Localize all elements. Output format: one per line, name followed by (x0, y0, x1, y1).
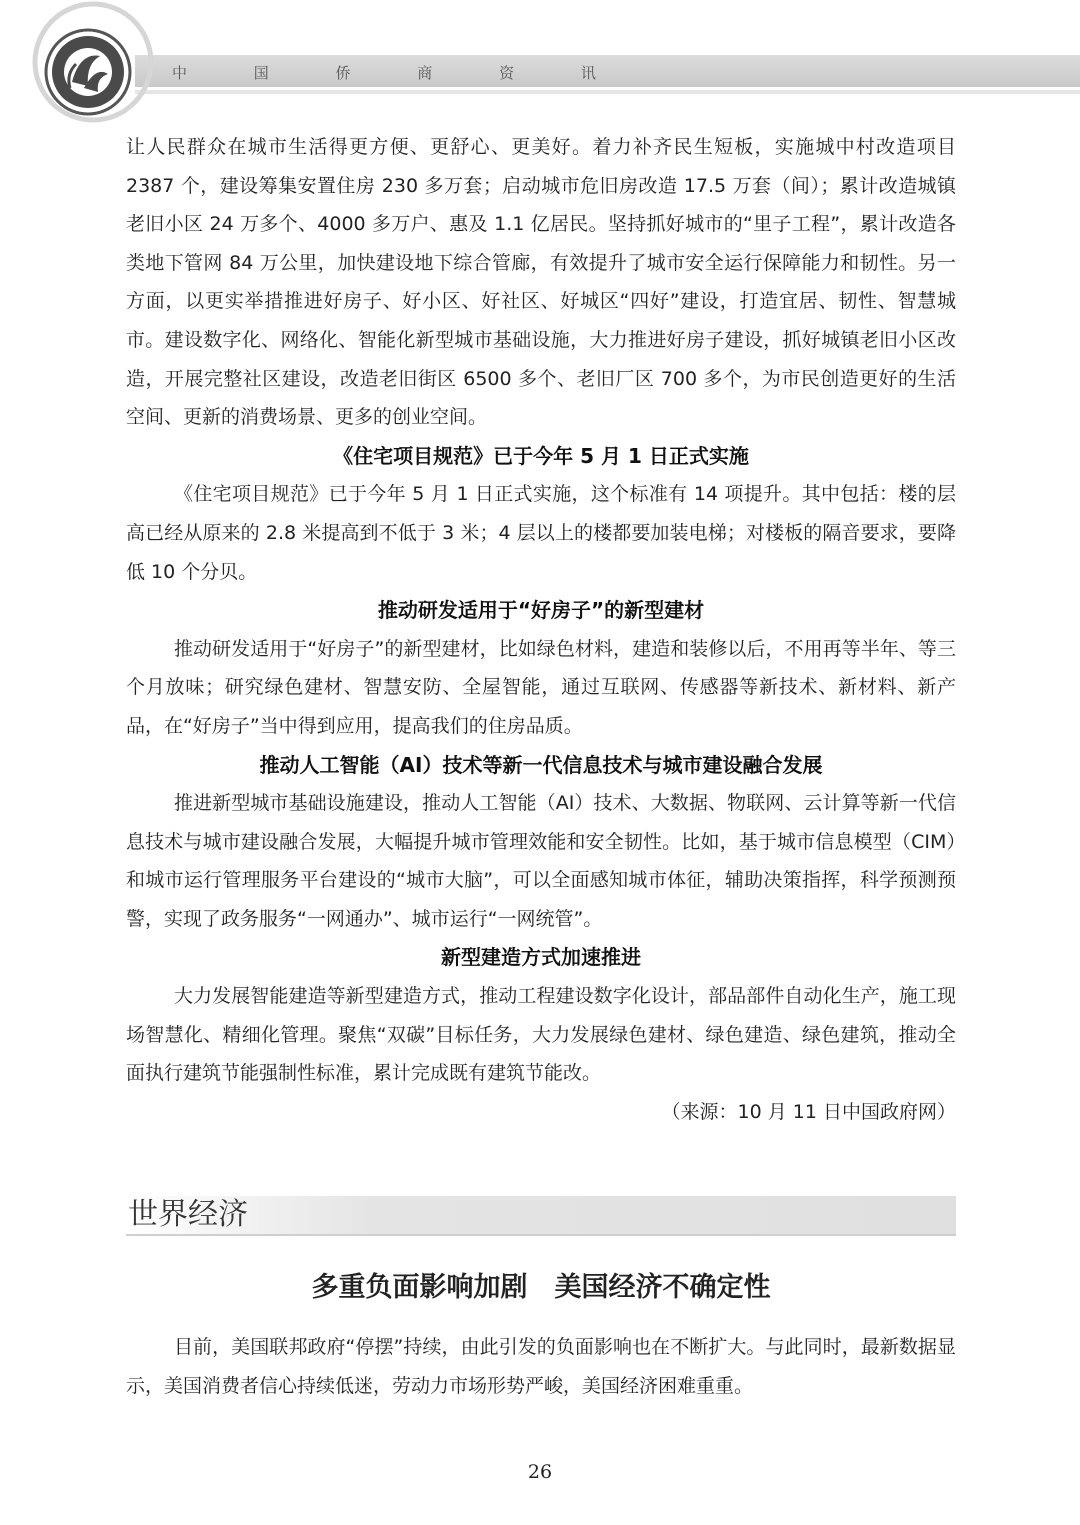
heading-new-construction: 新型建造方式加速推进 (441, 945, 641, 970)
header-title: 中 国 侨 商 资 讯 (172, 64, 627, 82)
section-title-world-economy: 世界经济 (128, 1197, 248, 1232)
paragraph-ai-integration: 推进新型城市基础设施建设，推动人工智能（AI）技术、大数据、物联网、云计算等新一代信息技术与城市建设融合发展，大幅提升城市管理效能和安全韧性。比如，基于城市信息模型（CIM）和城市运行管理服务平台建设的“城市大脑”，可以全面感知城市体征，辅助决策指挥，科学预测预警，实现了政务服务“一网通办”、城市运行“一网统管”。 (126, 792, 956, 930)
heading-new-materials: 推动研发适用于“好房子”的新型建材 (377, 598, 705, 623)
source-citation: （来源：10 月 11 日中国政府网） (661, 1100, 956, 1123)
article-body (126, 128, 956, 1131)
heading-ai-integration: 推动人工智能（AI）技术等新一代信息技术与城市建设融合发展 (259, 752, 823, 777)
article-body-world-economy (126, 1328, 956, 1405)
paragraph-new-materials: 推动研发适用于“好房子”的新型建材，比如绿色材料，建造和装修以后，不用再等半年、等三个月放味；研究绿色建材、智慧安防、全屋智能，通过互联网、传感器等新技术、新材料、新产品，在“好房子”当中得到应用，提高我们的住房品质。 (126, 637, 956, 737)
page-number: 26 (527, 1461, 553, 1483)
paragraph-residential-code: 《住宅项目规范》已于今年 5 月 1 日正式实施，这个标准有 14 项提升。其中包括：楼的层高已经从原来的 2.8 米提高到不低于 3 米；4 层以上的楼都要加装电梯；对楼板的隔音要求，要降低 10 个分贝。 (126, 483, 956, 583)
section-band (126, 1196, 956, 1236)
paragraph-urban-livelihood: 让人民群众在城市生活得更方便、更舒心、更美好。着力补齐民生短板，实施城中村改造项目 2387 个，建设筹集安置住房 230 多万套；启动城市危旧房改造 17.5 万套（间）；累计改造城镇老旧小区 24 万多个、4000 多万户、惠及 1.1 亿居民。坚持抓好城市的“里子工程”，累计改造各类地下管网 84 万公里，加快建设地下综合管廊，有效提升了城市安全运行保障能力和韧性。另一方面，以更实举措推进好房子、好小区、好社区、好城区“四好”建设，打造宜居、韧性、智慧城市。建设数字化、网络化、智能化新型城市基础设施，大力推进好房子建设，抓好城镇老旧小区改造，开展完整社区建设，改造老旧街区 6500 多个、老旧厂区 700 多个，为市民创造更好的生活空间、更新的消费场景、更多的创业空间。 (126, 136, 956, 429)
article-title: 多重负面影响加剧 美国经济不确定性 (311, 1272, 771, 1303)
header-band-line (135, 90, 1080, 94)
organization-logo (0, 0, 160, 140)
paragraph-us-economy: 目前，美国联邦政府“停摆”持续，由此引发的负面影响也在不断扩大。与此同时，最新数据显示，美国消费者信心持续低迷，劳动力市场形势严峻，美国经济困难重重。 (126, 1336, 956, 1397)
paragraph-new-construction: 大力发展智能建造等新型建造方式，推动工程建设数字化设计，部品部件自动化生产，施工现场智慧化、精细化管理。聚焦“双碳”目标任务，大力发展绿色建材、绿色建造、绿色建筑，推动全面执行建筑节能强制性标准，累计完成既有建筑节能改。 (126, 985, 956, 1085)
heading-residential-code: 《住宅项目规范》已于今年 5 月 1 日正式实施 (333, 443, 749, 468)
